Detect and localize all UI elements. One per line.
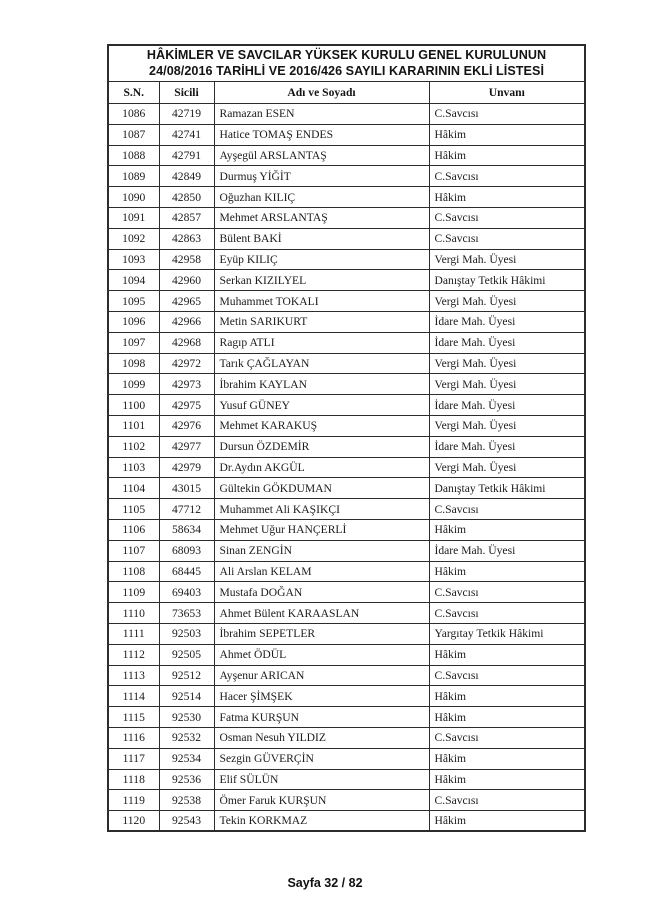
cell-name: Fatma KURŞUN (214, 707, 429, 728)
cell-sn: 1093 (108, 249, 159, 270)
cell-sicil: 42849 (159, 166, 214, 187)
cell-title: Hâkim (429, 644, 585, 665)
cell-sn: 1098 (108, 353, 159, 374)
cell-title: Hâkim (429, 561, 585, 582)
table-row (108, 166, 585, 187)
cell-sn: 1107 (108, 540, 159, 561)
cell-title: C.Savcısı (429, 603, 585, 624)
cell-sicil: 92543 (159, 811, 214, 832)
cell-sicil: 42863 (159, 228, 214, 249)
page-number: Sayfa 32 / 82 (287, 876, 363, 890)
cell-sicil: 42977 (159, 436, 214, 457)
cell-name: Muhammet Ali KAŞIKÇI (214, 499, 429, 520)
cell-sicil: 68093 (159, 540, 214, 561)
table-row (108, 270, 585, 291)
cell-sicil: 92503 (159, 623, 214, 644)
cell-title: Vergi Mah. Üyesi (429, 353, 585, 374)
cell-sicil: 42850 (159, 187, 214, 208)
cell-sn: 1092 (108, 228, 159, 249)
cell-title: Hâkim (429, 124, 585, 145)
cell-name: Sinan ZENGİN (214, 540, 429, 561)
cell-sn: 1113 (108, 665, 159, 686)
cell-sicil: 42975 (159, 395, 214, 416)
cell-sicil: 42979 (159, 457, 214, 478)
cell-sn: 1103 (108, 457, 159, 478)
cell-title: Vergi Mah. Üyesi (429, 249, 585, 270)
cell-sn: 1104 (108, 478, 159, 499)
table-row (108, 395, 585, 416)
cell-name: Oğuzhan KILIÇ (214, 187, 429, 208)
cell-name: Ahmet Bülent KARAASLAN (214, 603, 429, 624)
cell-name: Durmuş YİĞİT (214, 166, 429, 187)
cell-title: İdare Mah. Üyesi (429, 332, 585, 353)
table-row (108, 686, 585, 707)
table-row (108, 478, 585, 499)
table-row (108, 582, 585, 603)
cell-name: Metin SARIKURT (214, 311, 429, 332)
cell-title: Hâkim (429, 519, 585, 540)
cell-name: Ramazan ESEN (214, 104, 429, 125)
cell-name: Mehmet Uğur HANÇERLİ (214, 519, 429, 540)
table-row (108, 499, 585, 520)
cell-title: Hâkim (429, 748, 585, 769)
table-row (108, 207, 585, 228)
cell-sicil: 42791 (159, 145, 214, 166)
table-row (108, 727, 585, 748)
cell-sicil: 69403 (159, 582, 214, 603)
appended-list-table (107, 44, 586, 832)
cell-sicil: 92538 (159, 790, 214, 811)
cell-name: Ayşegül ARSLANTAŞ (214, 145, 429, 166)
col-header-sicil: Sicili (159, 82, 214, 104)
cell-sicil: 73653 (159, 603, 214, 624)
cell-sn: 1099 (108, 374, 159, 395)
cell-sicil: 42968 (159, 332, 214, 353)
cell-sn: 1094 (108, 270, 159, 291)
cell-sn: 1110 (108, 603, 159, 624)
cell-sicil: 47712 (159, 499, 214, 520)
cell-title: C.Savcısı (429, 727, 585, 748)
cell-name: Eyüp KILIÇ (214, 249, 429, 270)
cell-title: C.Savcısı (429, 499, 585, 520)
table-row (108, 332, 585, 353)
cell-title: Yargıtay Tetkik Hâkimi (429, 623, 585, 644)
table-row (108, 790, 585, 811)
table-row (108, 124, 585, 145)
cell-name: Tekin KORKMAZ (214, 811, 429, 832)
table-title-row (108, 45, 585, 82)
cell-name: Sezgin GÜVERÇİN (214, 748, 429, 769)
cell-name: Gültekin GÖKDUMAN (214, 478, 429, 499)
cell-name: Osman Nesuh YILDIZ (214, 727, 429, 748)
table-row (108, 707, 585, 728)
cell-sn: 1096 (108, 311, 159, 332)
cell-title: C.Savcısı (429, 228, 585, 249)
cell-name: Ali Arslan KELAM (214, 561, 429, 582)
table-row (108, 415, 585, 436)
table-row (108, 436, 585, 457)
table-row (108, 291, 585, 312)
cell-sn: 1090 (108, 187, 159, 208)
table-title-line2: 24/08/2016 TARİHLİ VE 2016/426 SAYILI KARARININ EKLİ LİSTESİ (149, 64, 544, 78)
cell-sicil: 92536 (159, 769, 214, 790)
col-header-unvan: Unvanı (429, 82, 585, 104)
table-row (108, 561, 585, 582)
cell-name: Mehmet ARSLANTAŞ (214, 207, 429, 228)
cell-title: Danıştay Tetkik Hâkimi (429, 270, 585, 291)
cell-title: Hâkim (429, 187, 585, 208)
cell-name: Dursun ÖZDEMİR (214, 436, 429, 457)
cell-name: İbrahim SEPETLER (214, 623, 429, 644)
cell-sn: 1087 (108, 124, 159, 145)
table-row (108, 457, 585, 478)
cell-sicil: 42965 (159, 291, 214, 312)
cell-sn: 1086 (108, 104, 159, 125)
cell-title: Vergi Mah. Üyesi (429, 374, 585, 395)
table-row (108, 104, 585, 125)
table-title (108, 45, 585, 82)
cell-sicil: 42966 (159, 311, 214, 332)
cell-sicil: 42741 (159, 124, 214, 145)
table-row (108, 665, 585, 686)
cell-sn: 1120 (108, 811, 159, 832)
cell-name: Serkan KIZILYEL (214, 270, 429, 291)
table-row (108, 519, 585, 540)
table-row (108, 145, 585, 166)
cell-title: C.Savcısı (429, 207, 585, 228)
cell-sn: 1119 (108, 790, 159, 811)
cell-title: C.Savcısı (429, 665, 585, 686)
cell-title: İdare Mah. Üyesi (429, 436, 585, 457)
cell-sn: 1116 (108, 727, 159, 748)
cell-title: Vergi Mah. Üyesi (429, 457, 585, 478)
cell-name: Muhammet TOKALI (214, 291, 429, 312)
col-header-name: Adı ve Soyadı (214, 82, 429, 104)
table-row (108, 748, 585, 769)
cell-sicil: 42960 (159, 270, 214, 291)
cell-title: C.Savcısı (429, 104, 585, 125)
cell-sn: 1091 (108, 207, 159, 228)
cell-name: Tarık ÇAĞLAYAN (214, 353, 429, 374)
cell-sicil: 43015 (159, 478, 214, 499)
cell-sicil: 92505 (159, 644, 214, 665)
column-header-row (108, 82, 585, 104)
cell-sn: 1100 (108, 395, 159, 416)
cell-title: Hâkim (429, 769, 585, 790)
cell-title: İdare Mah. Üyesi (429, 540, 585, 561)
table-row (108, 811, 585, 832)
cell-title: C.Savcısı (429, 790, 585, 811)
cell-sicil: 92530 (159, 707, 214, 728)
cell-name: Ömer Faruk KURŞUN (214, 790, 429, 811)
cell-sn: 1108 (108, 561, 159, 582)
cell-sn: 1097 (108, 332, 159, 353)
cell-title: Vergi Mah. Üyesi (429, 291, 585, 312)
cell-sicil: 92532 (159, 727, 214, 748)
cell-title: Hâkim (429, 686, 585, 707)
table-row (108, 644, 585, 665)
cell-name: Bülent BAKİ (214, 228, 429, 249)
cell-sicil: 68445 (159, 561, 214, 582)
col-header-sn: S.N. (108, 82, 159, 104)
cell-name: Dr.Aydın AKGÜL (214, 457, 429, 478)
table-row (108, 228, 585, 249)
cell-name: İbrahim KAYLAN (214, 374, 429, 395)
cell-sn: 1105 (108, 499, 159, 520)
cell-sicil: 92514 (159, 686, 214, 707)
cell-name: Mustafa DOĞAN (214, 582, 429, 603)
table-row (108, 187, 585, 208)
cell-sn: 1112 (108, 644, 159, 665)
cell-sn: 1111 (108, 623, 159, 644)
table-row (108, 353, 585, 374)
cell-sn: 1114 (108, 686, 159, 707)
cell-sn: 1117 (108, 748, 159, 769)
cell-name: Ragıp ATLI (214, 332, 429, 353)
cell-sicil: 42719 (159, 104, 214, 125)
cell-sicil: 58634 (159, 519, 214, 540)
cell-title: Hâkim (429, 707, 585, 728)
table-row (108, 311, 585, 332)
cell-title: Hâkim (429, 145, 585, 166)
cell-sn: 1089 (108, 166, 159, 187)
cell-name: Elif SÜLÜN (214, 769, 429, 790)
cell-name: Hacer ŞİMŞEK (214, 686, 429, 707)
cell-sn: 1088 (108, 145, 159, 166)
cell-sn: 1102 (108, 436, 159, 457)
cell-sicil: 42857 (159, 207, 214, 228)
cell-sicil: 42976 (159, 415, 214, 436)
table-row (108, 769, 585, 790)
table-row (108, 374, 585, 395)
cell-title: İdare Mah. Üyesi (429, 395, 585, 416)
cell-sicil: 92534 (159, 748, 214, 769)
cell-name: Ahmet ÖDÜL (214, 644, 429, 665)
cell-name: Ayşenur ARICAN (214, 665, 429, 686)
table-row (108, 623, 585, 644)
cell-name: Hatice TOMAŞ ENDES (214, 124, 429, 145)
table-row (108, 540, 585, 561)
cell-sn: 1115 (108, 707, 159, 728)
table-title-line1: HÂKİMLER VE SAVCILAR YÜKSEK KURULU GENEL KURULUNUN (146, 48, 547, 62)
cell-name: Yusuf GÜNEY (214, 395, 429, 416)
cell-title: Danıştay Tetkik Hâkimi (429, 478, 585, 499)
cell-title: C.Savcısı (429, 166, 585, 187)
cell-title: Vergi Mah. Üyesi (429, 415, 585, 436)
cell-sn: 1109 (108, 582, 159, 603)
cell-sicil: 42972 (159, 353, 214, 374)
cell-sn: 1095 (108, 291, 159, 312)
cell-title: C.Savcısı (429, 582, 585, 603)
table-body (108, 104, 585, 832)
cell-name: Mehmet KARAKUŞ (214, 415, 429, 436)
table-row (108, 603, 585, 624)
cell-sicil: 42973 (159, 374, 214, 395)
cell-sicil: 92512 (159, 665, 214, 686)
cell-title: Hâkim (429, 811, 585, 832)
cell-sn: 1101 (108, 415, 159, 436)
cell-sicil: 42958 (159, 249, 214, 270)
cell-sn: 1118 (108, 769, 159, 790)
cell-sn: 1106 (108, 519, 159, 540)
table-row (108, 249, 585, 270)
cell-title: İdare Mah. Üyesi (429, 311, 585, 332)
